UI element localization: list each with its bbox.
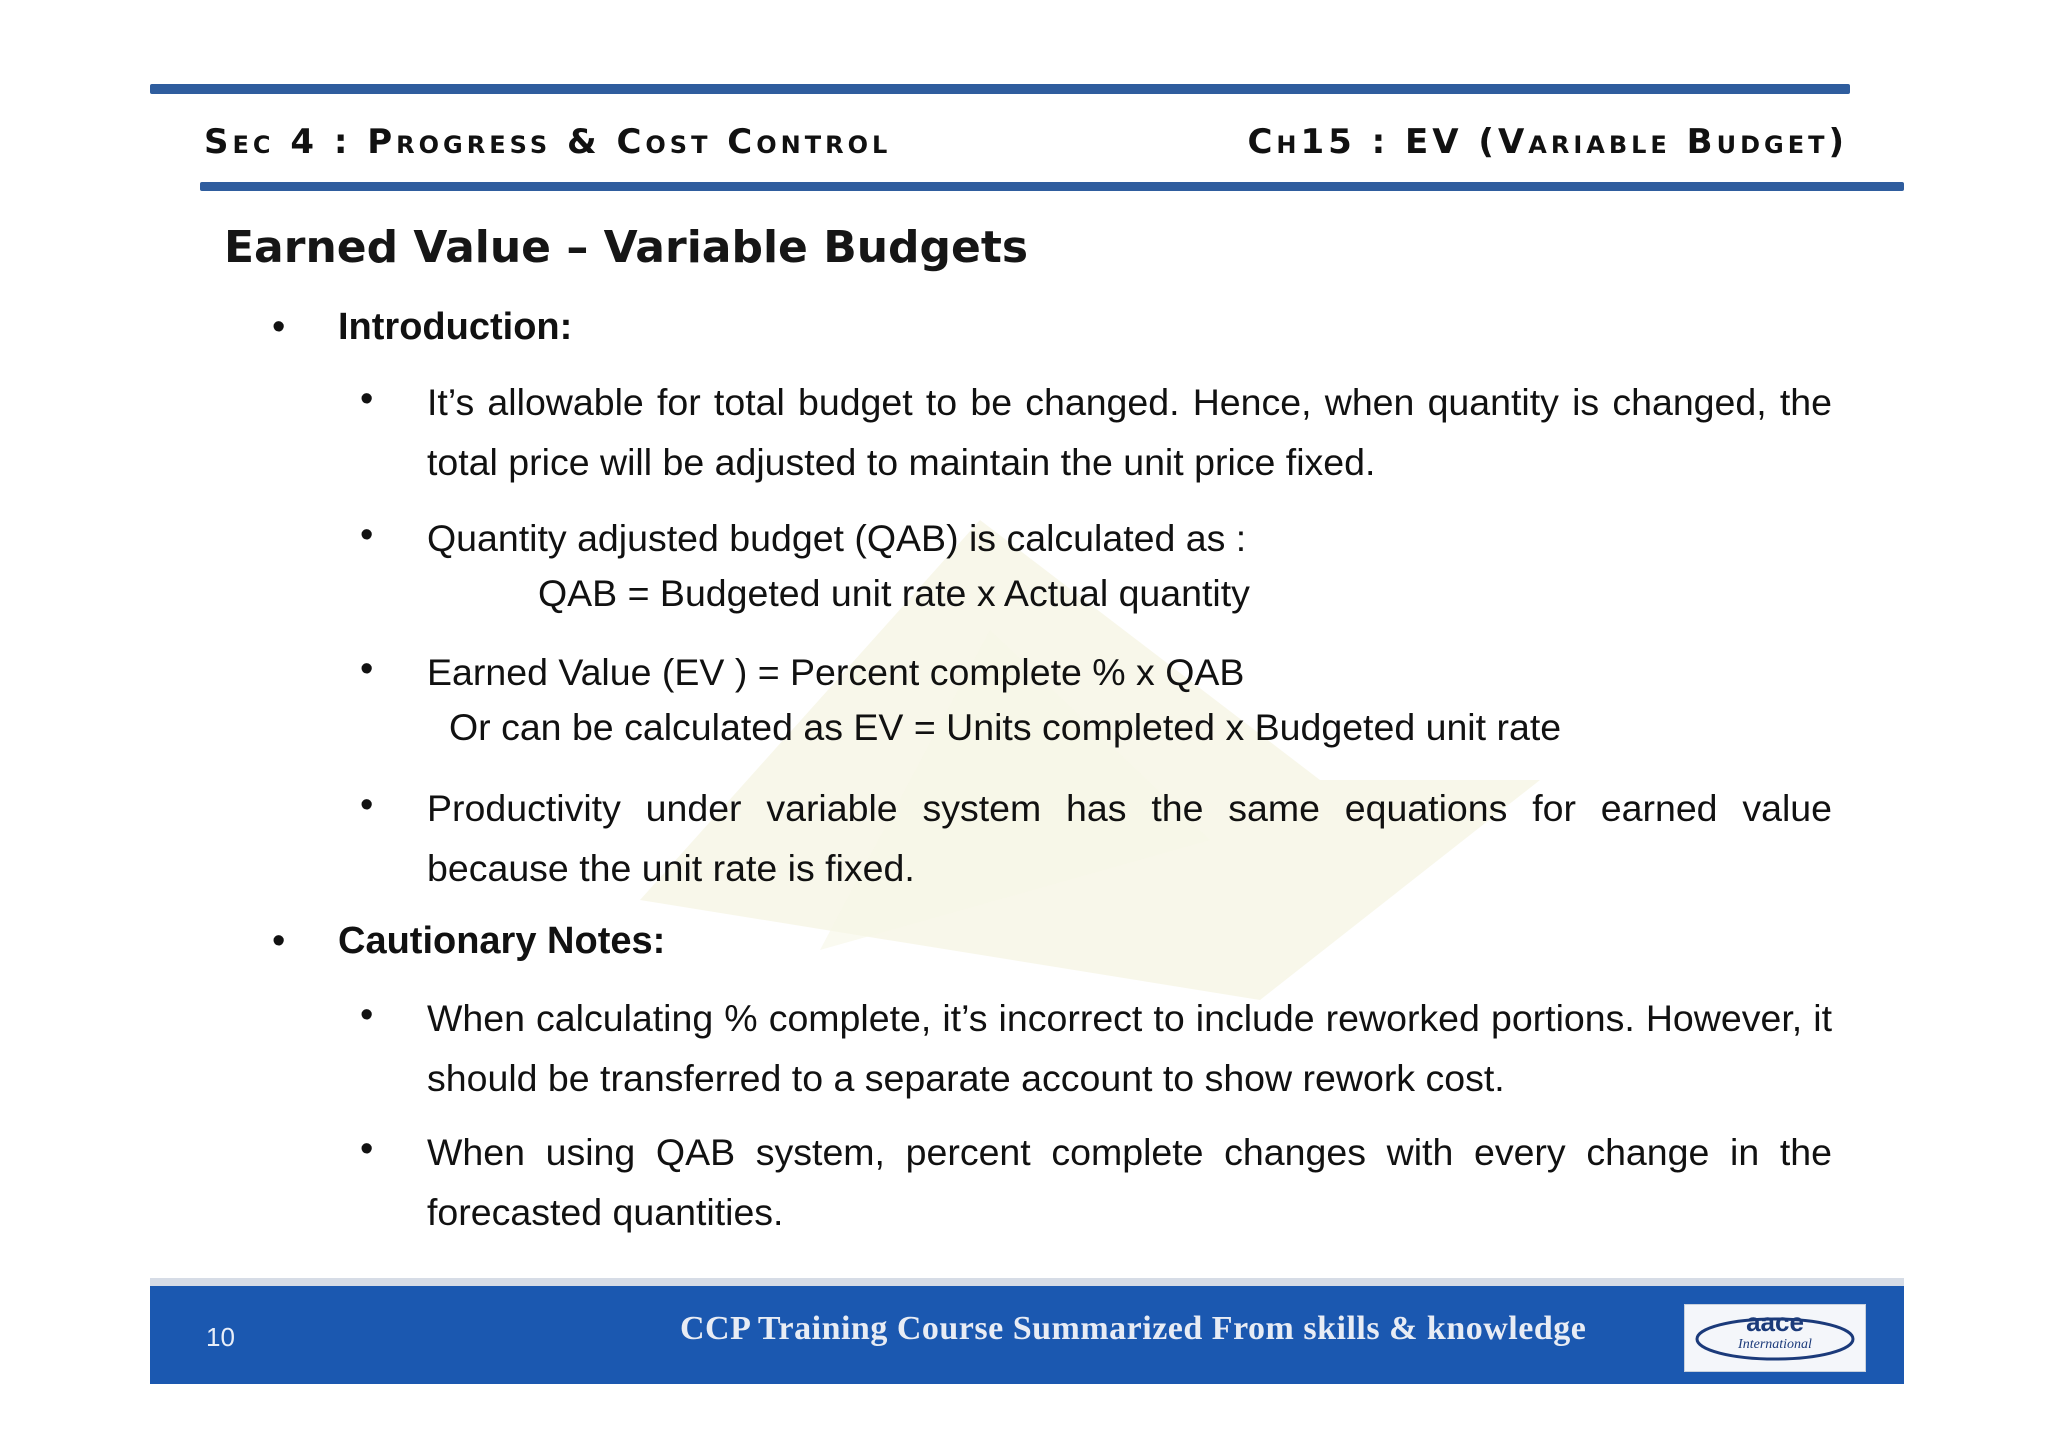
introduction-heading: Introduction: [338,306,573,348]
logo-text: aace [1746,1307,1804,1337]
bullet-icon: • [360,514,374,556]
bullet-icon: • [272,920,286,962]
qab-formula: QAB = Budgeted unit rate x Actual quantity [538,572,1250,614]
header-top-rule [150,84,1850,94]
intro-item-1: It’s allowable for total budget to be changed. Hence, when quantity is changed, the total price will be adjusted to maintain the unit price fixed. [427,381,1832,483]
intro-item-4: Productivity under variable system has the same equations for earned value because the unit rate is fixed. [427,787,1832,889]
bullet-icon: • [360,1128,374,1170]
slide-title: Earned Value – Variable Budgets [224,222,1029,273]
header-bottom-rule [200,182,1904,191]
bullet-icon: • [360,994,374,1036]
intro-item-2: Quantity adjusted budget (QAB) is calculated as : [427,517,1247,559]
footer-bar [150,1286,1904,1384]
caution-item-2: When using QAB system, percent complete changes with every change in the forecasted quantities. [427,1131,1832,1233]
footer-shadow [150,1278,1904,1286]
page-number: 10 [206,1322,235,1352]
logo-subtext: International [1738,1337,1812,1352]
bullet-icon: • [272,306,286,348]
footer-text: CCP Training Course Summarized From skills & knowledge [680,1310,1587,1347]
section-label: Sec 4 : Progress & Cost Control [204,122,892,162]
bullet-icon: • [360,378,374,420]
bullet-icon: • [360,784,374,826]
aace-logo [1684,1304,1866,1372]
bullet-icon: • [360,648,374,690]
cautionary-heading: Cautionary Notes: [338,920,666,962]
caution-item-1: When calculating % complete, it’s incorrect to include reworked portions. However, it should be transferred to a separate account to show rework cost. [427,997,1832,1099]
intro-item-3: Earned Value (EV ) = Percent complete % x QAB [427,651,1245,693]
ev-alternative-formula: Or can be calculated as EV = Units completed x Budgeted unit rate [449,706,1562,748]
chapter-label: Ch15 : EV (Variable Budget) [1247,122,1848,162]
